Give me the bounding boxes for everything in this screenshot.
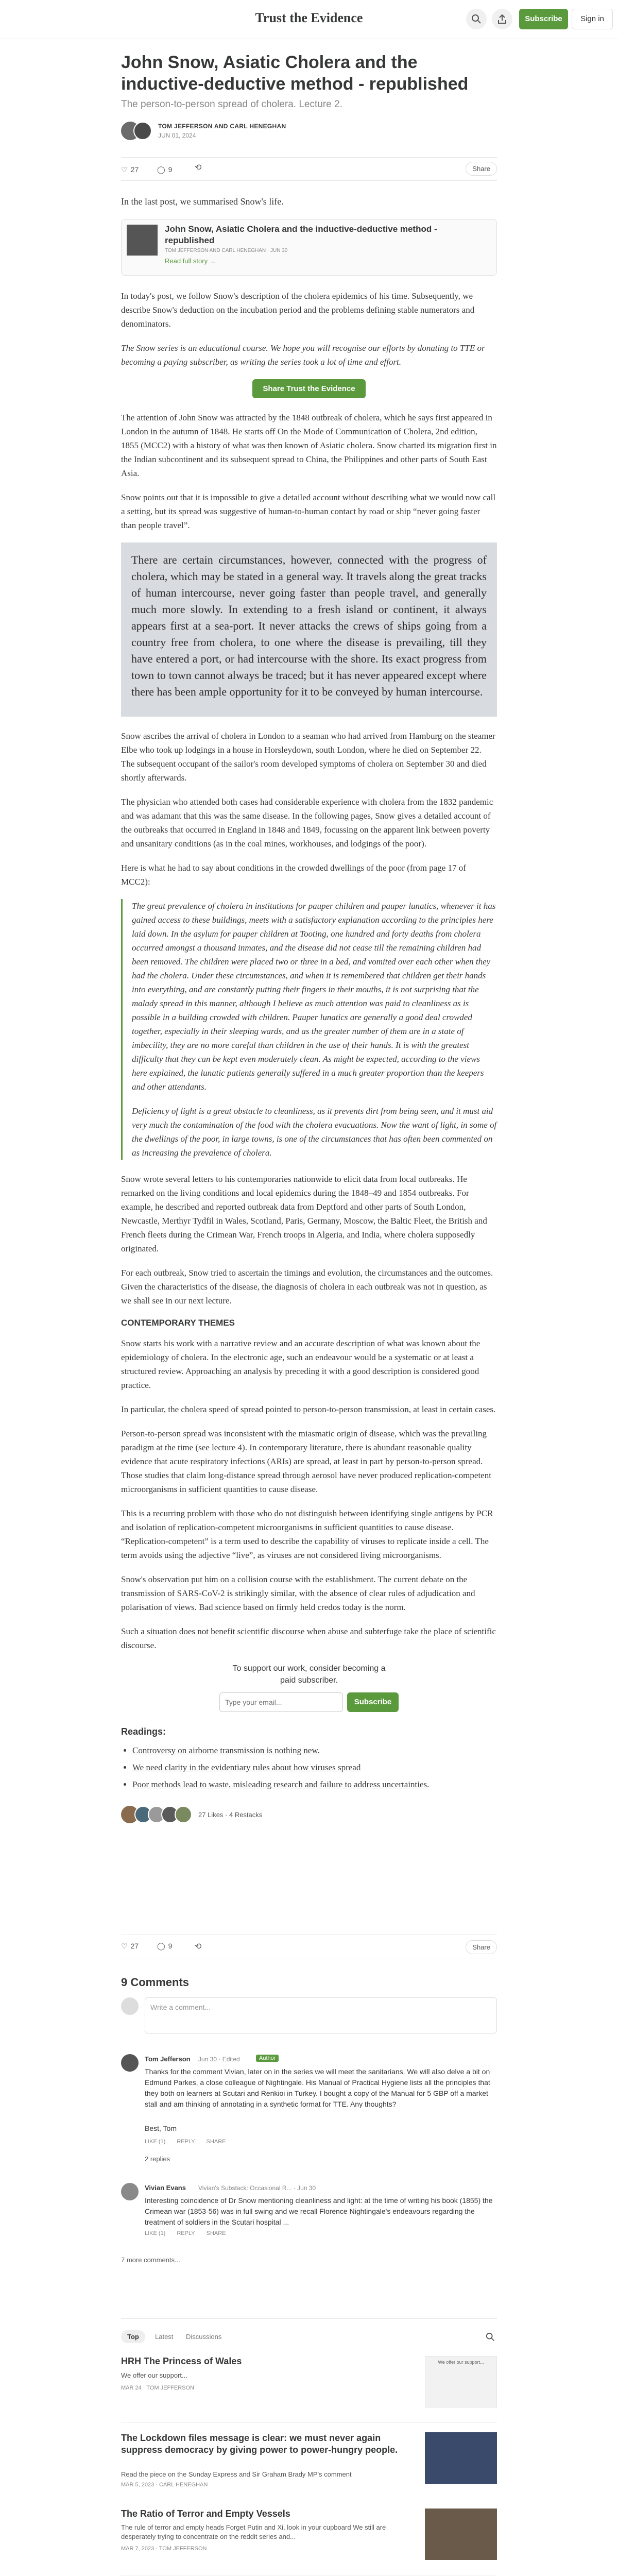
quote-paragraph: Deficiency of light is a great obstacle to cleanliness, as it prevents dirt from being seen, and it must aid very much the contamination of the food with the cholera evacuations. Now the want of light, in some of the dwellings of the poor, in large towns, is one of the circumstances that has often been commented on as increasing the prevalence of cholera. (132, 1106, 497, 1158)
paragraph: Here is what he had to say about conditions in the crowded dwellings of the poor (from page 17 of MCC2): (121, 863, 466, 887)
search-icon (471, 14, 482, 24)
paragraph: The attention of John Snow was attracted by the 1848 outbreak of cholera, which he says first appeared in London in the autumn of 1848. He starts off On the Mode of Communication of Cholera, 2nd edition, 1855 (MCC2) with a history of what was then known of Asiatic cholera. Snow charted its migration first in the Indian subcontinent and its subsequent spread to China, the Philippines and other parts of South East Asia. (121, 413, 497, 478)
comment-icon: ◯ (157, 165, 165, 174)
share-cta (121, 379, 497, 398)
post-tabs (121, 2328, 497, 2347)
paragraph: For each outbreak, Snow tried to ascertain the timings and evolution, the circumstances and the outcomes. Given the characteristics of the disease, the diagnosis of cholera in each outbreak was not in question, as we shall see in our next lecture. (121, 1268, 493, 1306)
post-thumbnail[interactable] (425, 2432, 497, 2484)
reading-link[interactable]: • Poor methods lead to waste, misleading research and failure to address uncertainties. (132, 1777, 497, 1791)
post-item[interactable] (121, 2509, 497, 2575)
comment-text: Thanks for the comment Vivian, later on in the series we will meet the sanitarians. We will also delve a bit on Edmund Parkes, a close colleague of Nightingale. His Manual of Practical Hygiene lists all the principles that they both on learners at Scutari and Renkioi in Turkey. I bought a copy of the Manual for 5 GBP off a market stall and am thinking of annotating in a synthetic format for TTE. Any thoughts? (145, 2067, 490, 2108)
comment-count: 9 (168, 1942, 173, 1950)
comment-author[interactable]: Tom Jefferson (145, 2055, 191, 2063)
comment (121, 2183, 497, 2245)
reading-link[interactable]: • Controversy on airborne transmission is nothing new. (132, 1743, 497, 1757)
avatar[interactable] (175, 1806, 192, 1823)
show-replies-button[interactable]: 2 replies (145, 2155, 170, 2163)
heart-icon: ♡ (121, 165, 128, 174)
byline-authors[interactable]: TOM JEFFERSON AND CARL HENEGHAN (158, 123, 286, 130)
embed-thumbnail (127, 225, 158, 256)
quote-scan-text: There are certain circumstances, however, connected with the progress of cholera, which may be stated in a general way. It travels along the great tracks of human intercourse, never going faster than people travel, and generally much more slowly. In extending to a fresh island or continent, it always appears first at a sea-port. It never attacks the crews of ships going from a country free from cholera, to one where the disease is prevailing, till they have entered a port, or had intercourse with the shore. Its exact progress from town to town cannot always be traced; but it has never appeared except where there has been ample opportunity for it to be conveyed by human intercourse. (131, 553, 487, 698)
likers-row (121, 1804, 497, 1827)
post-thumbnail[interactable]: We offer our support... (425, 2356, 497, 2408)
post-meta: MAR 5, 2023 · CARL HENEGHAN (121, 2482, 208, 2488)
tab-top[interactable]: Top (121, 2330, 145, 2343)
share-button[interactable]: Share (466, 1940, 497, 1954)
avatar[interactable] (121, 2183, 139, 2200)
search-button[interactable] (466, 9, 487, 29)
email-input[interactable] (219, 1692, 343, 1712)
bottom-action-bar (121, 1935, 497, 1958)
brand-title[interactable]: Trust the Evidence (255, 10, 363, 25)
tab-latest[interactable]: Latest (155, 2333, 174, 2341)
embed-meta: TOM JEFFERSON AND CARL HENEGHAN · JUN 30 (165, 248, 288, 253)
reading-link[interactable]: • We need clarity in the evidentiary rules about how viruses spread (132, 1760, 497, 1774)
restack-icon[interactable]: ⟲ (195, 163, 202, 172)
top-bar (0, 0, 618, 39)
divider (121, 2318, 497, 2319)
comment-share-button[interactable]: SHARE (206, 2230, 226, 2236)
subscribe-widget (121, 1663, 497, 1712)
readings-list (132, 1743, 497, 1791)
blockquote (121, 899, 497, 1160)
article-title: John Snow, Asiatic Cholera and the inductive-deductive method - republished (121, 53, 469, 94)
restack-icon[interactable]: ⟲ (195, 1942, 202, 1951)
comment-meta: Jun 30 · Edited (198, 2056, 240, 2063)
search-icon[interactable] (486, 2332, 495, 2342)
subscribe-button[interactable]: Subscribe (347, 1692, 399, 1712)
comment-actions (145, 2230, 226, 2236)
comment-reply-button[interactable]: REPLY (177, 2139, 195, 2145)
post-excerpt: The rule of terror and empty heads Forget Putin and Xi, look in your cupboard We still are desperately trying to concentrate on the reddit series and... (121, 2523, 386, 2540)
avatar (121, 1997, 139, 2015)
paragraph: Such a situation does not benefit scientific discourse when abuse and subterfuge take the place of scientific discourse. (121, 1626, 496, 1650)
like-count: 27 (130, 1942, 139, 1950)
more-posts (121, 2318, 497, 2576)
post-title[interactable]: HRH The Princess of Wales (121, 2356, 242, 2366)
more-comments-link[interactable]: 7 more comments... (121, 2256, 180, 2264)
post-excerpt: We offer our support... (121, 2371, 187, 2379)
paragraph: Person-to-person spread was inconsistent with the miasmatic origin of disease, which was the prevailing paradigm at the time (see lecture 4). In contemporary literature, there is abundant reasonable quality evidence that acute respiratory infections (ARIs) are spread, at least in part by person-to-person spread. Those studies that claim long-distance spread through aerosol have never produced replication-competent microorganisms in sufficient quantities to cause disease. (121, 1429, 491, 1494)
comment-author[interactable]: Vivian Evans (145, 2184, 186, 2192)
share-tte-button[interactable]: Share Trust the Evidence (252, 379, 365, 398)
comment-input[interactable]: Write a comment... (145, 1997, 497, 2033)
article-header (121, 52, 497, 145)
avatar[interactable] (121, 2054, 139, 2072)
post-meta: MAR 24 · TOM JEFFERSON (121, 2385, 195, 2391)
comment-share-button[interactable]: SHARE (206, 2139, 226, 2145)
article-subtitle: The person-to-person spread of cholera. Lecture 2. (121, 99, 342, 110)
embed-title: John Snow, Asiatic Cholera and the inductive-deductive method - republished (165, 224, 437, 245)
article-body (121, 195, 497, 1838)
comment-reply-button[interactable]: REPLY (177, 2230, 195, 2236)
paragraph: Snow wrote several letters to his contemporaries nationwide to elicit data from local outbreaks. He remarked on the living conditions and local epidemics during the 1848–49 and 1854 outbreaks. For example, he described and reported outbreak data from Deptford and other parts of South London, Newcastle, Merthyr Tydfil in Wales, Scotland, Paris, Germany, Moscow, the Baltic Fleet, the British and French fleets during the Crimean War, French troops in Algeria, and India, where cholera supposedly originated. (121, 1174, 487, 1253)
comment-actions (145, 2139, 226, 2145)
comment-like-button[interactable]: LIKE (1) (145, 2230, 166, 2236)
like-button[interactable] (121, 1942, 139, 1951)
post-item[interactable] (121, 2432, 497, 2499)
comment-count: 9 (168, 165, 173, 174)
paragraph: The physician who attended both cases had considerable experience with cholera from the 1832 pandemic and was adamant that this was the same disease. In the following pages, Snow gives a detailed account of the outbreaks that occurred in England in 1848 and 1849, focussing on the apparent link between poverty and unsanitary conditions (as in the coal mines, workhouses, and lodgings of the poor). (121, 797, 493, 849)
avatar[interactable] (133, 122, 152, 140)
comment (121, 2054, 497, 2178)
paragraph: Snow's observation put him on a collision course with the establishment. The current debate on the transmission of SARS-CoV-2 is strikingly similar, with the absence of clear rules of adjudication and polarisation of views. Bad science based on firmly held credos today is the norm. (121, 1574, 475, 1612)
post-title[interactable]: The Lockdown files message is clear: we must never again suppress democracy by giving power to power-hungry people. (121, 2433, 398, 2455)
embed-read-link[interactable]: Read full story → (165, 257, 216, 265)
like-button[interactable] (121, 162, 139, 177)
heart-icon: ♡ (121, 1942, 128, 1950)
tab-discussions[interactable]: Discussions (186, 2333, 222, 2341)
author-badge: Author (256, 2055, 279, 2062)
embedded-post-card[interactable] (121, 219, 497, 276)
comment-like-button[interactable]: LIKE (1) (145, 2139, 166, 2145)
readings-heading: Readings: (121, 1726, 166, 1737)
share-icon (497, 14, 507, 24)
comment-button[interactable] (157, 1942, 172, 1951)
paragraph: Snow ascribes the arrival of cholera in London to a seaman who had arrived from Hamburg on the steamer Elbe who took up lodgings in a house in Horsleydown, south London, where he died on September 22. The subsequent occupant of the sailor's room developed symptoms of cholera on September 30 and died shortly afterwards. (121, 731, 495, 783)
comments-heading: 9 Comments (121, 1976, 190, 1989)
subscribe-header-button[interactable]: Subscribe (519, 9, 568, 29)
post-item[interactable] (121, 2356, 497, 2423)
paragraph: Snow starts his work with a narrative review and an accurate description of what was known about the epidemiology of cholera. In the electronic age, such an endeavour would be a systematic or at least a structured review. Approaching an analysis by preceding it with a good description is considered good practice. (121, 1338, 480, 1390)
share-button[interactable]: Share (466, 162, 497, 176)
paragraph: In particular, the cholera speed of spread pointed to person-to-person transmission, at least in certain cases. (121, 1404, 496, 1414)
comment-text: Interesting coincidence of Dr Snow mentioning cleanliness and light: at the time of writing his book (1855) the Crimean war (1853-56) was in full swing and we recall Florence Nightingale's endeavours regarding the treatment of soldiers in the Scutari hospital ... (145, 2196, 493, 2226)
byline (121, 120, 497, 145)
comment-meta: Vivian's Substack: Occasional R... · Jun 30 (198, 2184, 316, 2192)
support-text: To support our work, consider becoming a paid subscriber. (232, 1664, 386, 1685)
comment-icon: ◯ (157, 1942, 165, 1950)
comment-composer (121, 1997, 497, 2039)
signin-button[interactable]: Sign in (572, 9, 613, 29)
quote-paragraph: The great prevalence of cholera in institutions for pauper children and pauper lunatics, whenever it has gained access to these buildings, meets with a satisfactory explanation according to the principles here laid down. In the asylum for pauper children at Tooting, one hundred and forty deaths from cholera occurred amongst a thousand inmates, and the disease did not cease till the remaining children had been removed. The children were placed two or three in a bed, and vomited over each other when they had the cholera. Under these circumstances, and when it is remembered that children get their hands into everything, and are constantly putting their fingers in their mouths, it is not surprising that the malady spread in this manner, although I believe as much attention was paid to cleanliness as is possible in a building crowded with children. Pauper lunatics are generally a good deal crowded together, especially in their sleeping wards, and as the greater number of them are in a state of imbecility, they are no more careful than children in the use of their hands. It is with the greatest difficulty that they can be kept even moderately clean. As might be expected, according to the views here explained, the lunatic patients generally suffered in a much greater proportion than the keepers and other attendants. (132, 901, 496, 1092)
share-header-button[interactable] (492, 9, 512, 29)
quote-scan-image (121, 543, 497, 717)
post-excerpt: Read the piece on the Sunday Express and Sir Graham Brady MP's comment (121, 2470, 352, 2478)
comment-sign: Best, Tom (145, 2124, 177, 2132)
intro-paragraph: In the last post, we summarised Snow's life. (121, 196, 284, 207)
post-meta: MAR 7, 2023 · TOM JEFFERSON (121, 2546, 207, 2552)
like-count: 27 (130, 165, 139, 174)
post-title[interactable]: The Ratio of Terror and Empty Vessels (121, 2509, 290, 2519)
section-heading: CONTEMPORARY THEMES (121, 1318, 235, 1328)
action-bar (121, 157, 497, 181)
comments-section (121, 1976, 497, 2264)
comment-button[interactable] (157, 162, 172, 177)
paragraph: The Snow series is an educational course. We hope you will recognise our efforts by donating to TTE or becoming a paying subscriber, as writing the series took a lot of time and effort. (121, 343, 485, 367)
post-thumbnail[interactable] (425, 2509, 497, 2560)
likes-summary[interactable]: 27 Likes · 4 Restacks (198, 1811, 263, 1819)
byline-date: JUN 01, 2024 (158, 132, 196, 139)
paragraph: Snow points out that it is impossible to give a detailed account without describing what we would now call a setting, but its spread was suggestive of human-to-human contact by road or ship “never going faster than people travel”. (121, 493, 496, 530)
paragraph: In today's post, we follow Snow's description of the cholera epidemics of his time. Subsequently, we describe Snow's deduction on the incubation period and the problems defining stable numerators and denominators. (121, 291, 475, 329)
paragraph: This is a recurring problem with those who do not distinguish between identifying single antigens by PCR and isolation of replication-competent microorganisms in sufficient quantities to cause disease. “Replication-competent” is a term used to describe the capability of viruses to replicate inside a cell. The term avoids using the adjective “live”, as viruses are not considered living microorganisms. (121, 1509, 493, 1560)
